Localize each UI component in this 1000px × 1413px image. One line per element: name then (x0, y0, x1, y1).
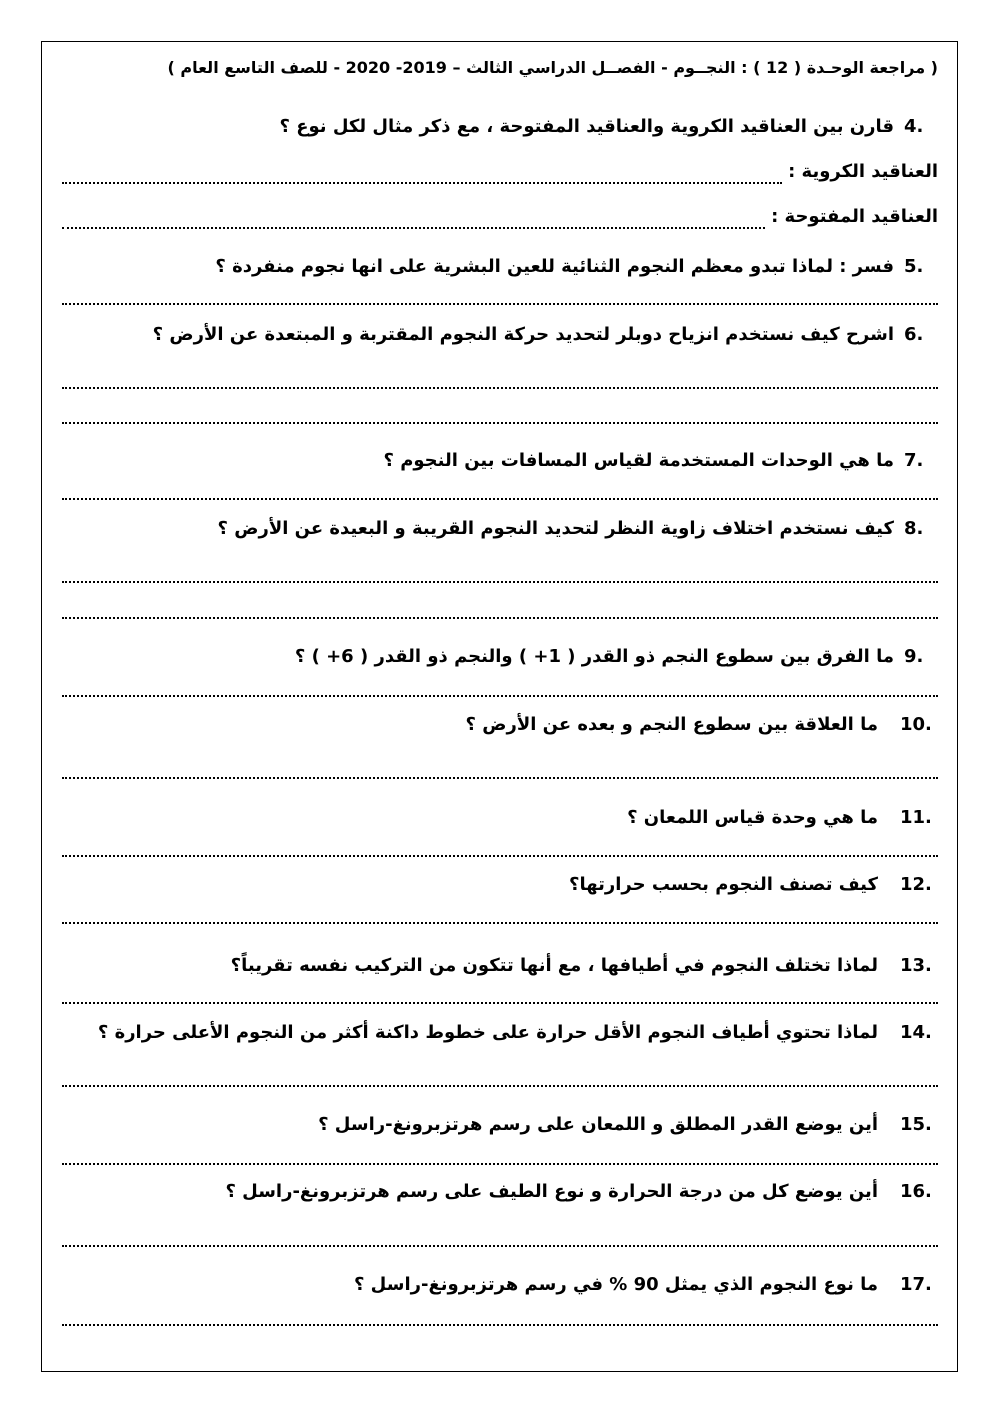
answer-line[interactable] (62, 771, 938, 779)
question-text: كيف تصنف النجوم بحسب حرارتها؟ (569, 874, 878, 895)
answer-line[interactable] (62, 297, 938, 305)
answer-line[interactable] (62, 916, 938, 924)
question-5 (62, 255, 938, 279)
answer-line[interactable] (62, 575, 938, 583)
question-text: ما هي وحدة قياس اللمعان ؟ (627, 807, 878, 828)
question-text: ما الفرق بين سطوع النجم ذو القدر ( 1+ ) والنجم ذو القدر ( 6+ ) ؟ (294, 646, 894, 667)
question-12 (62, 873, 938, 897)
answer-line[interactable] (62, 849, 938, 857)
answer-line[interactable] (62, 1318, 938, 1326)
question-17 (62, 1273, 938, 1297)
question-14 (62, 1021, 938, 1045)
question-6 (62, 323, 938, 347)
question-text: ما هي الوحدات المستخدمة لقياس المسافات بين النجوم ؟ (383, 450, 894, 471)
question-text: ما العلاقة بين سطوع النجم و بعده عن الأرض ؟ (465, 714, 878, 735)
question-7 (62, 449, 938, 473)
question-8 (62, 517, 938, 541)
question-9 (62, 645, 938, 669)
question-text: قارن بين العناقيد الكروية والعناقيد المفتوحة ، مع ذكر مثال لكل نوع ؟ (279, 116, 894, 137)
answer-line[interactable] (62, 611, 938, 619)
question-number: 7. (904, 450, 924, 471)
question-number: 15. (900, 1114, 932, 1135)
question-number: 6. (904, 324, 924, 345)
question-number: 11. (900, 807, 932, 828)
worksheet-header: ( مراجعة الوحـدة ( 12 ) : النجــوم - الفصــل الدراسي الثالث – 2019- 2020 - للصف التاسع العام ) (167, 58, 938, 77)
question-10 (62, 713, 938, 737)
question-text: لماذا تختلف النجوم في أطيافها ، مع أنها تتكون من التركيب نفسه تقريباً؟ (230, 955, 878, 976)
question-number: 4. (904, 116, 924, 137)
answer-line[interactable] (62, 416, 938, 424)
question-4 (62, 115, 938, 139)
question-text: أين يوضع القدر المطلق و اللمعان على رسم هرتزبرونغ-راسل ؟ (318, 1114, 878, 1135)
question-text: اشرح كيف نستخدم انزياح دوبلر لتحديد حركة النجوم المقتربة و المبتعدة عن الأرض ؟ (152, 324, 894, 345)
question-number: 12. (900, 874, 932, 895)
answer-line[interactable] (62, 166, 782, 184)
answer-line[interactable] (62, 381, 938, 389)
answer-line[interactable] (62, 211, 765, 229)
answer-line[interactable] (62, 1079, 938, 1087)
answer-line[interactable] (62, 1157, 938, 1165)
question-number: 8. (904, 518, 924, 539)
answer-label: العناقيد الكروية : (788, 161, 938, 182)
question-number: 5. (904, 256, 924, 277)
answer-line[interactable] (62, 996, 938, 1004)
question-11 (62, 806, 938, 830)
answer-line[interactable] (62, 492, 938, 500)
question-text: لماذا تحتوي أطياف النجوم الأقل حرارة على خطوط داكنة أكثر من النجوم الأعلى حرارة ؟ (97, 1022, 878, 1043)
question-number: 10. (900, 714, 932, 735)
answer-line[interactable] (62, 689, 938, 697)
worksheet-border (41, 41, 958, 1372)
question-text: ما نوع النجوم الذي يمثل 90 % في رسم هرتزبرونغ-راسل ؟ (353, 1274, 878, 1295)
question-number: 16. (900, 1181, 932, 1202)
question-text: كيف نستخدم اختلاف زاوية النظر لتحديد النجوم القريبة و البعيدة عن الأرض ؟ (217, 518, 894, 539)
answer-open-clusters[interactable] (62, 205, 938, 229)
question-text: أين يوضع كل من درجة الحرارة و نوع الطيف على رسم هرتزبرونغ-راسل ؟ (225, 1181, 878, 1202)
question-number: 14. (900, 1022, 932, 1043)
answer-label: العناقيد المفتوحة : (771, 206, 938, 227)
question-15 (62, 1113, 938, 1137)
question-16 (62, 1180, 938, 1204)
answer-line[interactable] (62, 1239, 938, 1247)
question-text: فسر : لماذا تبدو معظم النجوم الثنائية للعين البشرية على انها نجوم منفردة ؟ (215, 256, 894, 277)
question-13 (62, 954, 938, 978)
question-number: 13. (900, 955, 932, 976)
question-number: 9. (904, 646, 924, 667)
answer-globular-clusters[interactable] (62, 160, 938, 184)
question-number: 17. (900, 1274, 932, 1295)
